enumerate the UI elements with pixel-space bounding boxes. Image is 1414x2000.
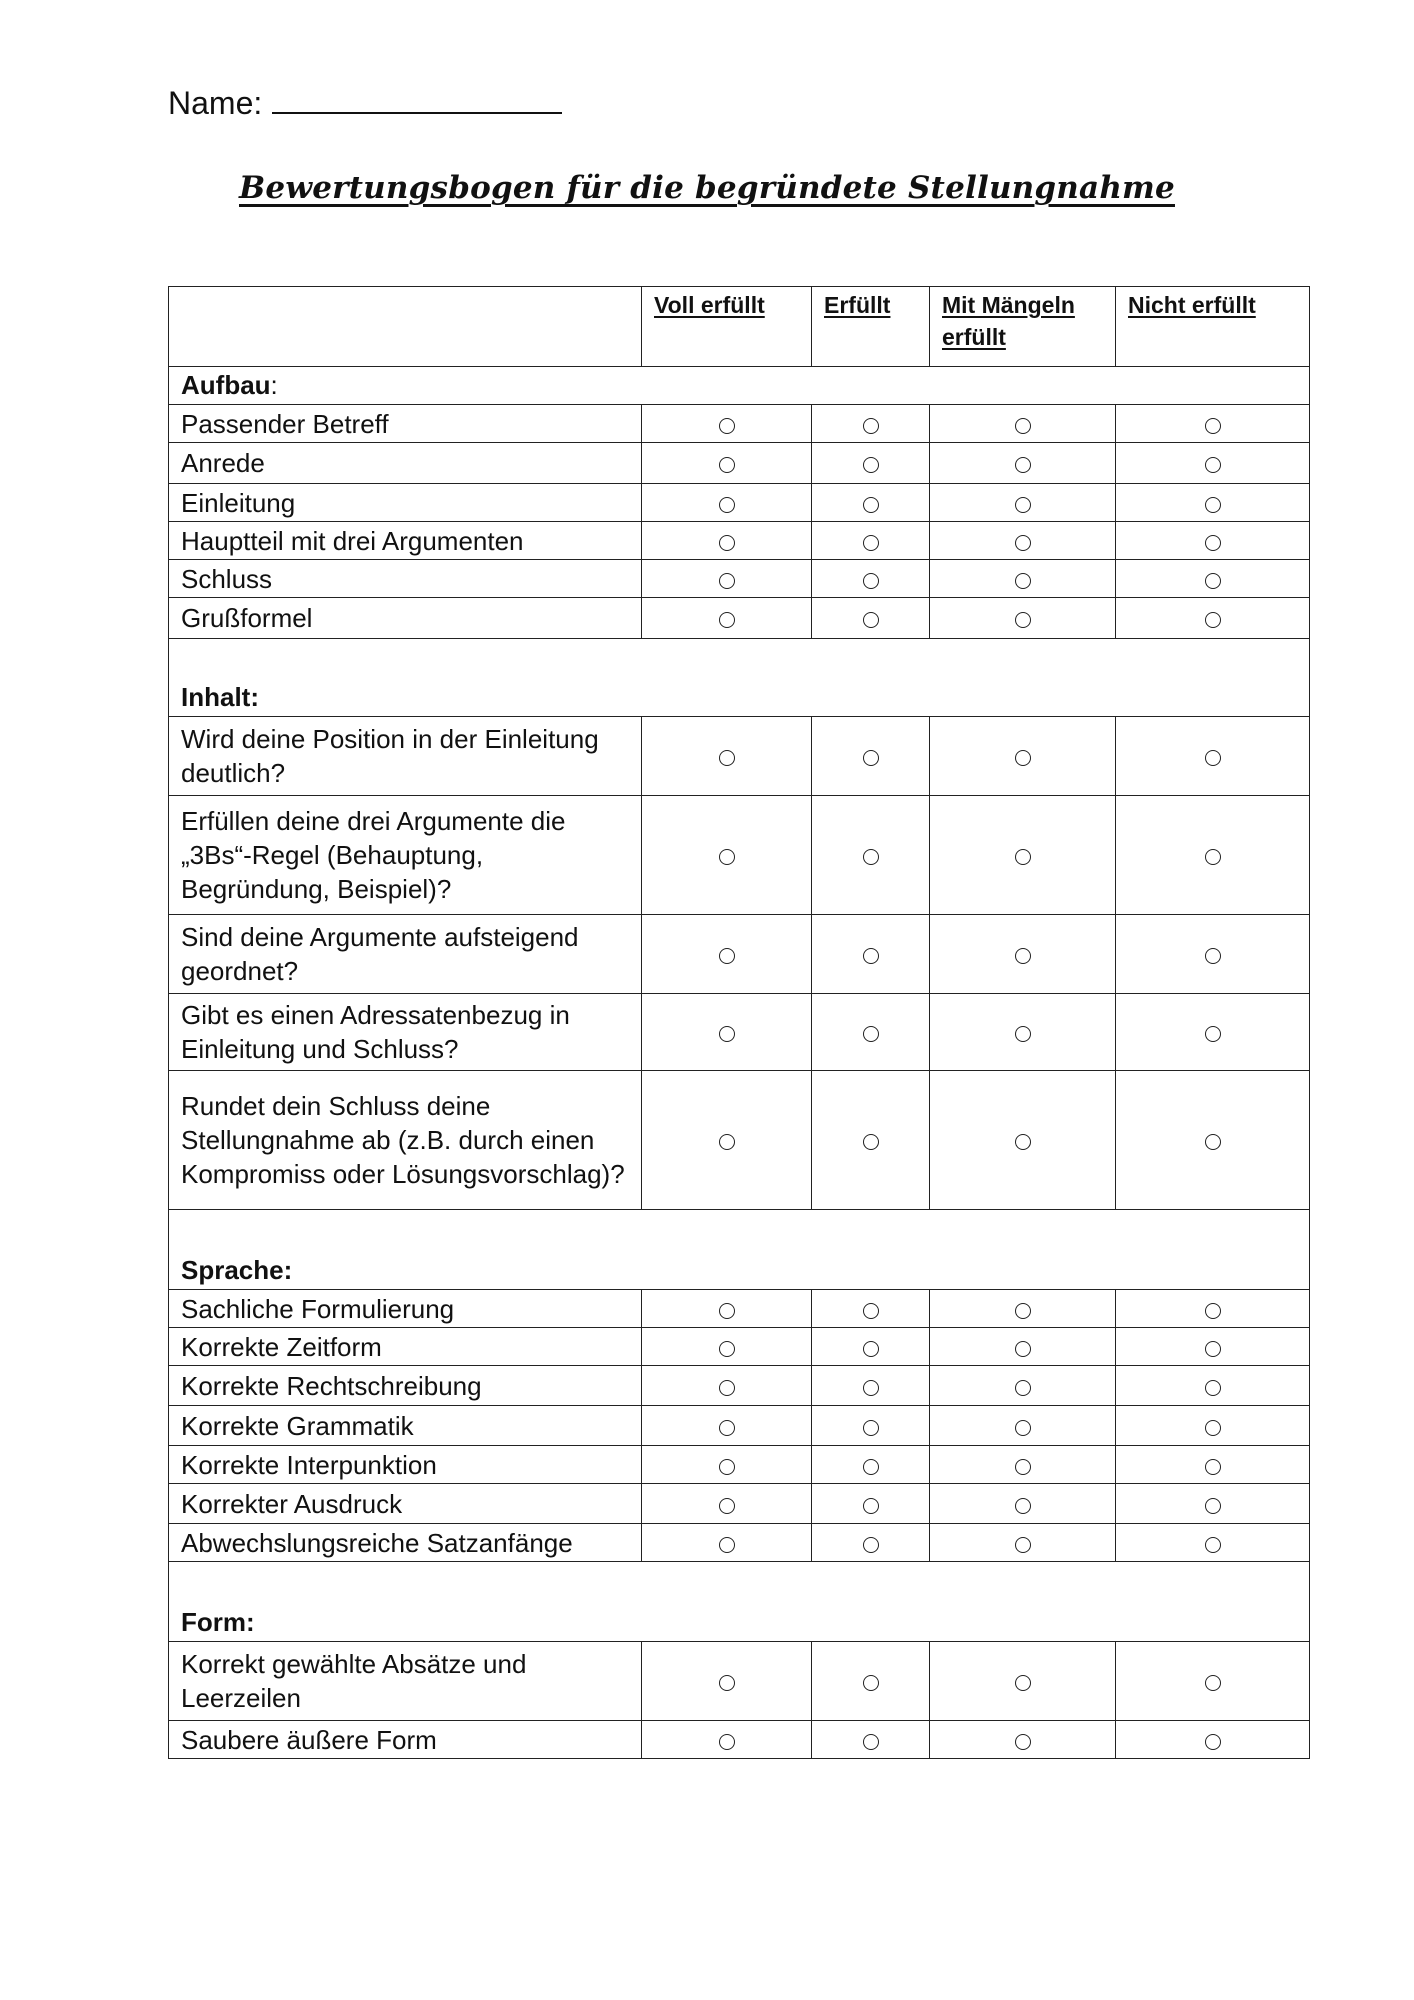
rating-radio[interactable] — [863, 750, 879, 766]
rating-cell — [1116, 522, 1310, 560]
rating-cell — [812, 1721, 930, 1759]
name-blank-line[interactable] — [272, 84, 562, 114]
rating-cell — [812, 560, 930, 598]
criterion-label: Gibt es einen Adressatenbezug in Einleitung und Schluss? — [169, 994, 642, 1071]
column-header: Erfüllt — [812, 287, 930, 367]
rating-radio[interactable] — [1205, 1734, 1221, 1750]
rating-radio[interactable] — [719, 1134, 735, 1150]
criterion-label: Korrekte Interpunktion — [169, 1446, 642, 1484]
rating-radio[interactable] — [1015, 849, 1031, 865]
criterion-label: Abwechslungsreiche Satzanfänge — [169, 1524, 642, 1562]
rating-cell — [642, 1290, 812, 1328]
rating-cell — [642, 1721, 812, 1759]
rating-radio[interactable] — [1205, 1498, 1221, 1514]
criterion-row — [169, 1406, 1310, 1446]
section-heading-text: Aufbau — [181, 370, 271, 400]
rating-radio[interactable] — [863, 573, 879, 589]
rating-cell — [642, 1484, 812, 1524]
rating-cell — [642, 598, 812, 639]
rating-radio[interactable] — [863, 1134, 879, 1150]
criterion-row — [169, 1328, 1310, 1366]
rating-cell — [1116, 484, 1310, 522]
rating-radio[interactable] — [1015, 418, 1031, 434]
rating-radio[interactable] — [1015, 1380, 1031, 1396]
rating-cell — [642, 1366, 812, 1406]
criterion-label: Grußformel — [169, 598, 642, 639]
rating-radio[interactable] — [1205, 1303, 1221, 1319]
rating-radio[interactable] — [1015, 750, 1031, 766]
rating-cell — [812, 1642, 930, 1721]
criterion-row — [169, 522, 1310, 560]
section-heading-suffix: : — [270, 370, 278, 400]
rating-radio[interactable] — [1015, 1134, 1031, 1150]
criterion-label: Korrekte Grammatik — [169, 1406, 642, 1446]
section-heading — [169, 1210, 1310, 1290]
rating-radio[interactable] — [1205, 497, 1221, 513]
rating-radio[interactable] — [719, 418, 735, 434]
criterion-row — [169, 443, 1310, 484]
rating-radio[interactable] — [719, 1380, 735, 1396]
rating-radio[interactable] — [1205, 750, 1221, 766]
rating-radio[interactable] — [719, 1537, 735, 1553]
rating-radio[interactable] — [1205, 849, 1221, 865]
rating-cell — [642, 1446, 812, 1484]
rating-cell — [1116, 1446, 1310, 1484]
rating-cell — [1116, 796, 1310, 915]
rating-radio[interactable] — [863, 1380, 879, 1396]
rating-cell — [812, 1328, 930, 1366]
rating-cell — [1116, 717, 1310, 796]
rating-radio[interactable] — [719, 457, 735, 473]
rating-cell — [812, 717, 930, 796]
document-title-text: Bewertungsbogen für die begründete Stellungnahme — [239, 170, 1175, 206]
rating-cell — [642, 522, 812, 560]
rating-cell — [1116, 1328, 1310, 1366]
rating-radio[interactable] — [1015, 1026, 1031, 1042]
criterion-row — [169, 1484, 1310, 1524]
section-heading — [169, 639, 1310, 717]
criterion-row — [169, 1290, 1310, 1328]
section-heading-text: Inhalt: — [181, 682, 259, 712]
rating-radio[interactable] — [1205, 457, 1221, 473]
rating-cell — [642, 560, 812, 598]
rating-cell — [642, 1328, 812, 1366]
criterion-label: Saubere äußere Form — [169, 1721, 642, 1759]
rating-radio[interactable] — [719, 535, 735, 551]
rating-radio[interactable] — [1015, 1498, 1031, 1514]
rubric-table — [168, 286, 1310, 1759]
rating-cell — [812, 405, 930, 443]
rating-cell — [812, 915, 930, 994]
rating-radio[interactable] — [1015, 612, 1031, 628]
criterion-label: Korrekt gewählte Absätze und Leerzeilen — [169, 1642, 642, 1721]
rating-radio[interactable] — [863, 457, 879, 473]
rating-radio[interactable] — [863, 1026, 879, 1042]
rating-cell — [642, 994, 812, 1071]
rating-cell — [812, 796, 930, 915]
rating-cell — [1116, 1290, 1310, 1328]
rating-radio[interactable] — [1015, 1341, 1031, 1357]
rating-cell — [930, 1366, 1116, 1406]
rating-cell — [930, 1328, 1116, 1366]
rating-radio[interactable] — [1205, 612, 1221, 628]
criterion-label: Erfüllen deine drei Argumente die „3Bs“-Regel (Behauptung, Begründung, Beispiel)? — [169, 796, 642, 915]
rating-cell — [930, 994, 1116, 1071]
rating-cell — [930, 915, 1116, 994]
criterion-label: Wird deine Position in der Einleitung deutlich? — [169, 717, 642, 796]
rating-radio[interactable] — [863, 1734, 879, 1750]
rating-radio[interactable] — [863, 1341, 879, 1357]
rating-radio[interactable] — [1015, 573, 1031, 589]
rating-radio[interactable] — [1205, 1675, 1221, 1691]
rating-radio[interactable] — [863, 948, 879, 964]
criterion-label: Schluss — [169, 560, 642, 598]
rating-cell — [812, 1446, 930, 1484]
criterion-label: Korrekter Ausdruck — [169, 1484, 642, 1524]
criterion-label: Korrekte Zeitform — [169, 1328, 642, 1366]
rating-cell — [930, 717, 1116, 796]
rating-cell — [930, 1406, 1116, 1446]
rating-radio[interactable] — [719, 1420, 735, 1436]
rating-cell — [1116, 443, 1310, 484]
rating-radio[interactable] — [1015, 535, 1031, 551]
rating-cell — [930, 1071, 1116, 1210]
rating-radio[interactable] — [1205, 1537, 1221, 1553]
rating-cell — [642, 796, 812, 915]
column-header: Voll erfüllt — [642, 287, 812, 367]
rating-radio[interactable] — [1205, 1420, 1221, 1436]
rating-cell — [1116, 598, 1310, 639]
rating-cell — [930, 405, 1116, 443]
rating-radio[interactable] — [1205, 1026, 1221, 1042]
rating-cell — [930, 1642, 1116, 1721]
rating-radio[interactable] — [863, 1459, 879, 1475]
rating-radio[interactable] — [1015, 497, 1031, 513]
rating-cell — [812, 1290, 930, 1328]
rating-radio[interactable] — [1205, 1380, 1221, 1396]
rating-cell — [812, 598, 930, 639]
rating-cell — [812, 1484, 930, 1524]
document-title — [0, 170, 1414, 206]
rating-radio[interactable] — [863, 1420, 879, 1436]
rating-radio[interactable] — [1205, 535, 1221, 551]
rating-cell — [642, 405, 812, 443]
header-blank-cell — [169, 287, 642, 367]
rating-radio[interactable] — [863, 418, 879, 434]
criterion-row — [169, 796, 1310, 915]
rating-cell — [642, 1071, 812, 1210]
criterion-row — [169, 1071, 1310, 1210]
rating-radio[interactable] — [1205, 1341, 1221, 1357]
name-label: Name: — [168, 85, 263, 121]
criterion-row — [169, 1446, 1310, 1484]
rating-radio[interactable] — [1205, 1134, 1221, 1150]
rating-radio[interactable] — [1205, 573, 1221, 589]
rating-radio[interactable] — [863, 535, 879, 551]
criterion-row — [169, 1366, 1310, 1406]
rating-cell — [930, 1484, 1116, 1524]
criterion-label: Einleitung — [169, 484, 642, 522]
rating-cell — [812, 484, 930, 522]
rating-radio[interactable] — [719, 573, 735, 589]
criterion-row — [169, 405, 1310, 443]
rating-cell — [1116, 560, 1310, 598]
rating-cell — [812, 1406, 930, 1446]
rating-radio[interactable] — [719, 612, 735, 628]
criterion-row — [169, 994, 1310, 1071]
rating-radio[interactable] — [1205, 948, 1221, 964]
criterion-label: Sind deine Argumente aufsteigend geordnet? — [169, 915, 642, 994]
rating-radio[interactable] — [1015, 1459, 1031, 1475]
rating-cell — [1116, 1366, 1310, 1406]
section-heading-row — [169, 639, 1310, 717]
rating-cell — [642, 915, 812, 994]
section-heading — [169, 367, 1310, 405]
rating-cell — [1116, 405, 1310, 443]
criterion-label: Rundet dein Schluss deine Stellungnahme ab (z.B. durch einen Kompromiss oder Lösungsvorschlag)? — [169, 1071, 642, 1210]
rating-radio[interactable] — [1015, 1734, 1031, 1750]
section-heading — [169, 1562, 1310, 1642]
rating-cell — [812, 1366, 930, 1406]
rating-cell — [642, 484, 812, 522]
rating-cell — [1116, 1721, 1310, 1759]
criterion-row — [169, 1524, 1310, 1562]
criterion-row — [169, 560, 1310, 598]
rating-cell — [1116, 1524, 1310, 1562]
criterion-label: Korrekte Rechtschreibung — [169, 1366, 642, 1406]
rating-radio[interactable] — [719, 1675, 735, 1691]
rating-radio[interactable] — [719, 1303, 735, 1319]
column-header: Mit Mängeln erfüllt — [930, 287, 1116, 367]
rating-cell — [642, 1406, 812, 1446]
rating-radio[interactable] — [863, 1675, 879, 1691]
criterion-row — [169, 484, 1310, 522]
rating-radio[interactable] — [1015, 1303, 1031, 1319]
rating-cell — [812, 1071, 930, 1210]
rating-cell — [1116, 1071, 1310, 1210]
rating-cell — [642, 717, 812, 796]
rating-radio[interactable] — [1015, 457, 1031, 473]
criterion-row — [169, 1642, 1310, 1721]
criterion-row — [169, 915, 1310, 994]
rubric-body — [169, 367, 1310, 1759]
name-field-row — [168, 84, 562, 122]
rating-radio[interactable] — [863, 1537, 879, 1553]
rating-cell — [1116, 994, 1310, 1071]
rating-radio[interactable] — [1015, 948, 1031, 964]
criterion-label: Passender Betreff — [169, 405, 642, 443]
section-heading-row — [169, 367, 1310, 405]
criterion-row — [169, 1721, 1310, 1759]
rating-cell — [812, 522, 930, 560]
header-row — [169, 287, 1310, 367]
rating-radio[interactable] — [863, 497, 879, 513]
rating-radio[interactable] — [719, 750, 735, 766]
rating-cell — [812, 1524, 930, 1562]
rating-radio[interactable] — [1205, 418, 1221, 434]
rating-cell — [812, 443, 930, 484]
rating-cell — [1116, 1642, 1310, 1721]
rating-radio[interactable] — [719, 849, 735, 865]
rating-cell — [642, 1524, 812, 1562]
rating-radio[interactable] — [863, 849, 879, 865]
criterion-label: Hauptteil mit drei Argumenten — [169, 522, 642, 560]
rating-radio[interactable] — [719, 1341, 735, 1357]
rating-cell — [642, 1642, 812, 1721]
rating-radio[interactable] — [719, 497, 735, 513]
rating-radio[interactable] — [1205, 1459, 1221, 1475]
rating-radio[interactable] — [719, 948, 735, 964]
rating-cell — [1116, 915, 1310, 994]
rating-radio[interactable] — [1015, 1537, 1031, 1553]
criterion-row — [169, 598, 1310, 639]
rating-cell — [930, 598, 1116, 639]
rating-radio[interactable] — [1015, 1420, 1031, 1436]
rating-cell — [930, 1524, 1116, 1562]
section-heading-text: Form: — [181, 1607, 255, 1637]
rating-cell — [930, 522, 1116, 560]
rating-radio[interactable] — [719, 1498, 735, 1514]
rating-radio[interactable] — [863, 1303, 879, 1319]
rating-radio[interactable] — [863, 1498, 879, 1514]
criterion-row — [169, 717, 1310, 796]
rating-cell — [930, 1446, 1116, 1484]
column-header: Nicht erfüllt — [1116, 287, 1310, 367]
rating-cell — [930, 560, 1116, 598]
section-heading-text: Sprache: — [181, 1255, 293, 1285]
rating-cell — [1116, 1406, 1310, 1446]
section-heading-row — [169, 1210, 1310, 1290]
rating-radio[interactable] — [1015, 1675, 1031, 1691]
rating-radio[interactable] — [719, 1459, 735, 1475]
rating-radio[interactable] — [863, 612, 879, 628]
section-heading-row — [169, 1562, 1310, 1642]
rating-radio[interactable] — [719, 1026, 735, 1042]
rating-cell — [930, 484, 1116, 522]
rating-cell — [930, 796, 1116, 915]
rating-cell — [930, 1721, 1116, 1759]
criterion-label: Sachliche Formulierung — [169, 1290, 642, 1328]
rating-cell — [930, 443, 1116, 484]
rating-cell — [1116, 1484, 1310, 1524]
rating-cell — [642, 443, 812, 484]
rating-cell — [930, 1290, 1116, 1328]
criterion-label: Anrede — [169, 443, 642, 484]
rating-cell — [812, 994, 930, 1071]
rating-radio[interactable] — [719, 1734, 735, 1750]
